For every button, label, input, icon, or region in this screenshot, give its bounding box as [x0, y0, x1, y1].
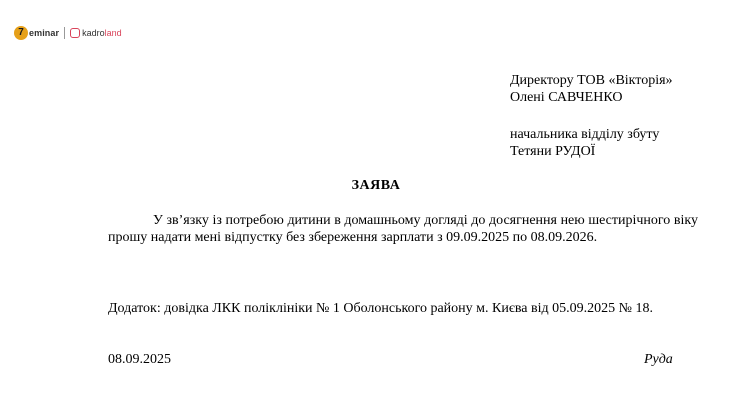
addressee-block: [510, 72, 673, 160]
kadroland-prefix: kadro: [82, 28, 105, 38]
seminar-badge-icon: 7: [14, 26, 28, 40]
document-signature: Руда: [644, 352, 673, 367]
addressee-sender-name: Тетяни РУДОЇ: [510, 144, 596, 159]
document-body: У зв’язку із потребою дитини в домашньому догляді до досягнення нею шестирічного віку прошу надати мені відпустку без збереження зарплати з 09.09.2025 по 08.09.2026.: [108, 213, 698, 245]
addressee-gap: [510, 106, 673, 126]
addressee-recipient-name: Олені САВЧЕНКО: [510, 90, 623, 105]
kadroland-suffix: land: [104, 28, 122, 38]
document-date: 08.09.2025: [108, 352, 171, 367]
kadroland-logo: [70, 28, 122, 38]
header-logos: [14, 24, 122, 42]
logo-divider: [64, 27, 65, 39]
addressee-recipient-position: Директору ТОВ «Вікторія»: [510, 73, 673, 88]
kadroland-icon: [70, 28, 80, 38]
seminar-logo-text: eminar: [29, 28, 60, 38]
document-attachment: Додаток: довідка ЛКК поліклініки № 1 Оболонського району м. Києва від 05.09.2025 № 18.: [108, 301, 653, 316]
addressee-sender-position: начальника відділу збуту: [510, 127, 660, 142]
kadroland-logo-text: [82, 28, 122, 38]
document-title: ЗАЯВА: [351, 178, 401, 193]
seminar-logo: [14, 26, 59, 40]
